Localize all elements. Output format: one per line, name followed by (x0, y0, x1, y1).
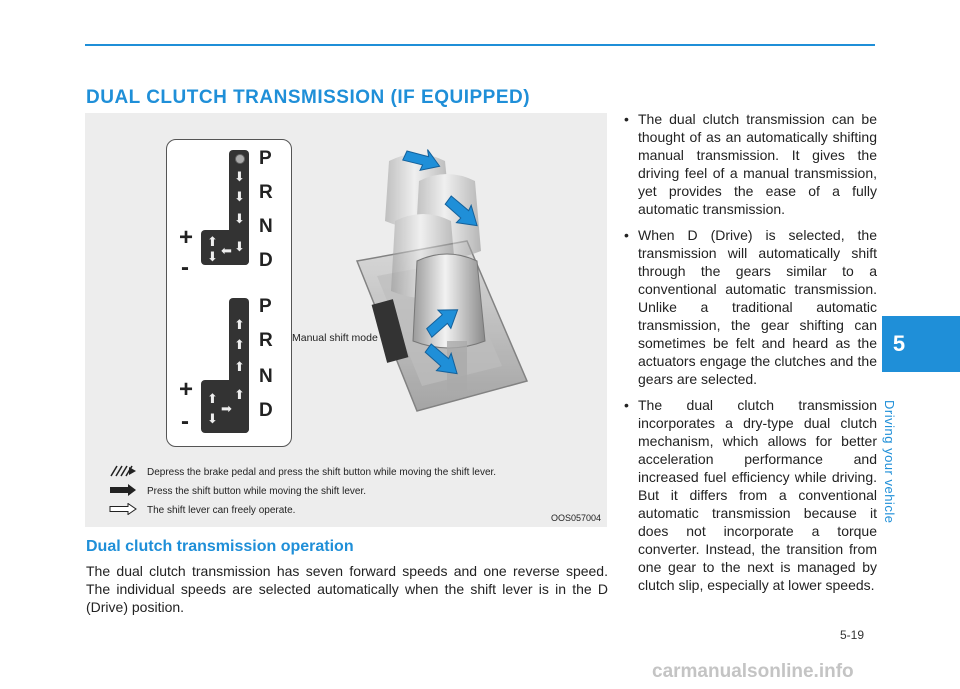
chapter-tab[interactable] (882, 316, 960, 372)
bullet-item: • The dual clutch transmission incorporates a dry-type dual clutch mechanism, which allows for better acceleration performance and increased fuel efficiency while driving. But it differs from a conventional automatic transmission because it does not incorporate a torque converter. Instead, the transition from one gear to the next is managed by clutch slip, especially at lower speeds. (624, 396, 877, 594)
gear-label-d: D (259, 250, 273, 271)
left-arrow-icon: ⬅ (221, 243, 232, 258)
up-arrow-icon: ⬆ (234, 317, 245, 332)
right-arrow-icon: ➡ (221, 401, 232, 416)
gear-label-n: N (259, 366, 273, 387)
minus-sign: - (181, 254, 189, 281)
outline-arrow-icon (109, 503, 137, 518)
section-title: DUAL CLUTCH TRANSMISSION (IF EQUIPPED) (86, 87, 531, 108)
gear-label-r: R (259, 330, 273, 351)
bullet-list (624, 110, 877, 602)
legend-text: Press the shift button while moving the shift lever. (147, 486, 366, 497)
down-arrow-icon: ⬇ (207, 249, 218, 264)
legend-text: Depress the brake pedal and press the shift button while moving the shift lever. (147, 467, 497, 478)
plus-sign: + (179, 376, 194, 403)
up-arrow-icon: ⬆ (234, 359, 245, 374)
gear-label-p: P (259, 296, 272, 317)
up-arrow-icon: ⬆ (234, 337, 245, 352)
watermark: carmanualsonline.info (652, 661, 854, 682)
down-arrow-icon: ⬇ (207, 411, 218, 426)
gate-diagram-panel (166, 139, 292, 447)
legend-item (109, 503, 295, 518)
chapter-title: Driving your vehicle (882, 400, 897, 524)
up-arrow-icon: ⬆ (207, 234, 218, 249)
up-arrow-icon: ⬆ (207, 391, 218, 406)
gear-label-p: P (259, 148, 272, 169)
gear-label-n: N (259, 216, 273, 237)
gear-label-d: D (259, 400, 273, 421)
hatched-arrow-icon (109, 465, 137, 480)
down-arrow-icon: ⬇ (234, 239, 245, 254)
down-arrow-icon: ⬇ (234, 169, 245, 184)
manual-shift-mode-callout: Manual shift mode (292, 332, 378, 344)
gear-label-r: R (259, 182, 273, 203)
bullet-item: • When D (Drive) is selected, the transmission will automatically shift through the gears similar to a conventional automatic transmission. Unlike a traditional automatic transmission, the gear shifting can sometimes be felt and heard as the actuators engage the clutches and the gears are selected. (624, 226, 877, 388)
minus-sign: - (181, 408, 189, 435)
legend-text: The shift lever can freely operate. (147, 505, 296, 516)
solid-arrow-icon (109, 484, 137, 499)
chapter-number: 5 (892, 331, 906, 356)
shift-lever-figure (85, 113, 607, 527)
gate-dot (235, 154, 245, 164)
up-arrow-icon: ⬆ (234, 387, 245, 402)
page-number: 5-19 (840, 628, 865, 642)
down-arrow-icon: ⬇ (234, 211, 245, 226)
legend-item (109, 484, 366, 499)
plus-sign: + (179, 224, 194, 251)
legend-item (109, 465, 496, 480)
bullet-item: • The dual clutch transmission can be thought of as an automatically shifting manual transmission. It gives the driving feel of a manual transmission, yet provides the ease of a fully automatic transmission. (624, 110, 877, 218)
figure-code: OOS057004 (550, 513, 601, 523)
shift-lever-illustration (297, 141, 597, 441)
body-paragraph: The dual clutch transmission has seven forward speeds and one reverse speed. The individual speeds are selected automatically when the shift lever is in the D (Drive) position. (86, 563, 608, 615)
subheading: Dual clutch transmission operation (86, 538, 354, 555)
header-rule (85, 44, 875, 46)
down-arrow-icon: ⬇ (234, 189, 245, 204)
